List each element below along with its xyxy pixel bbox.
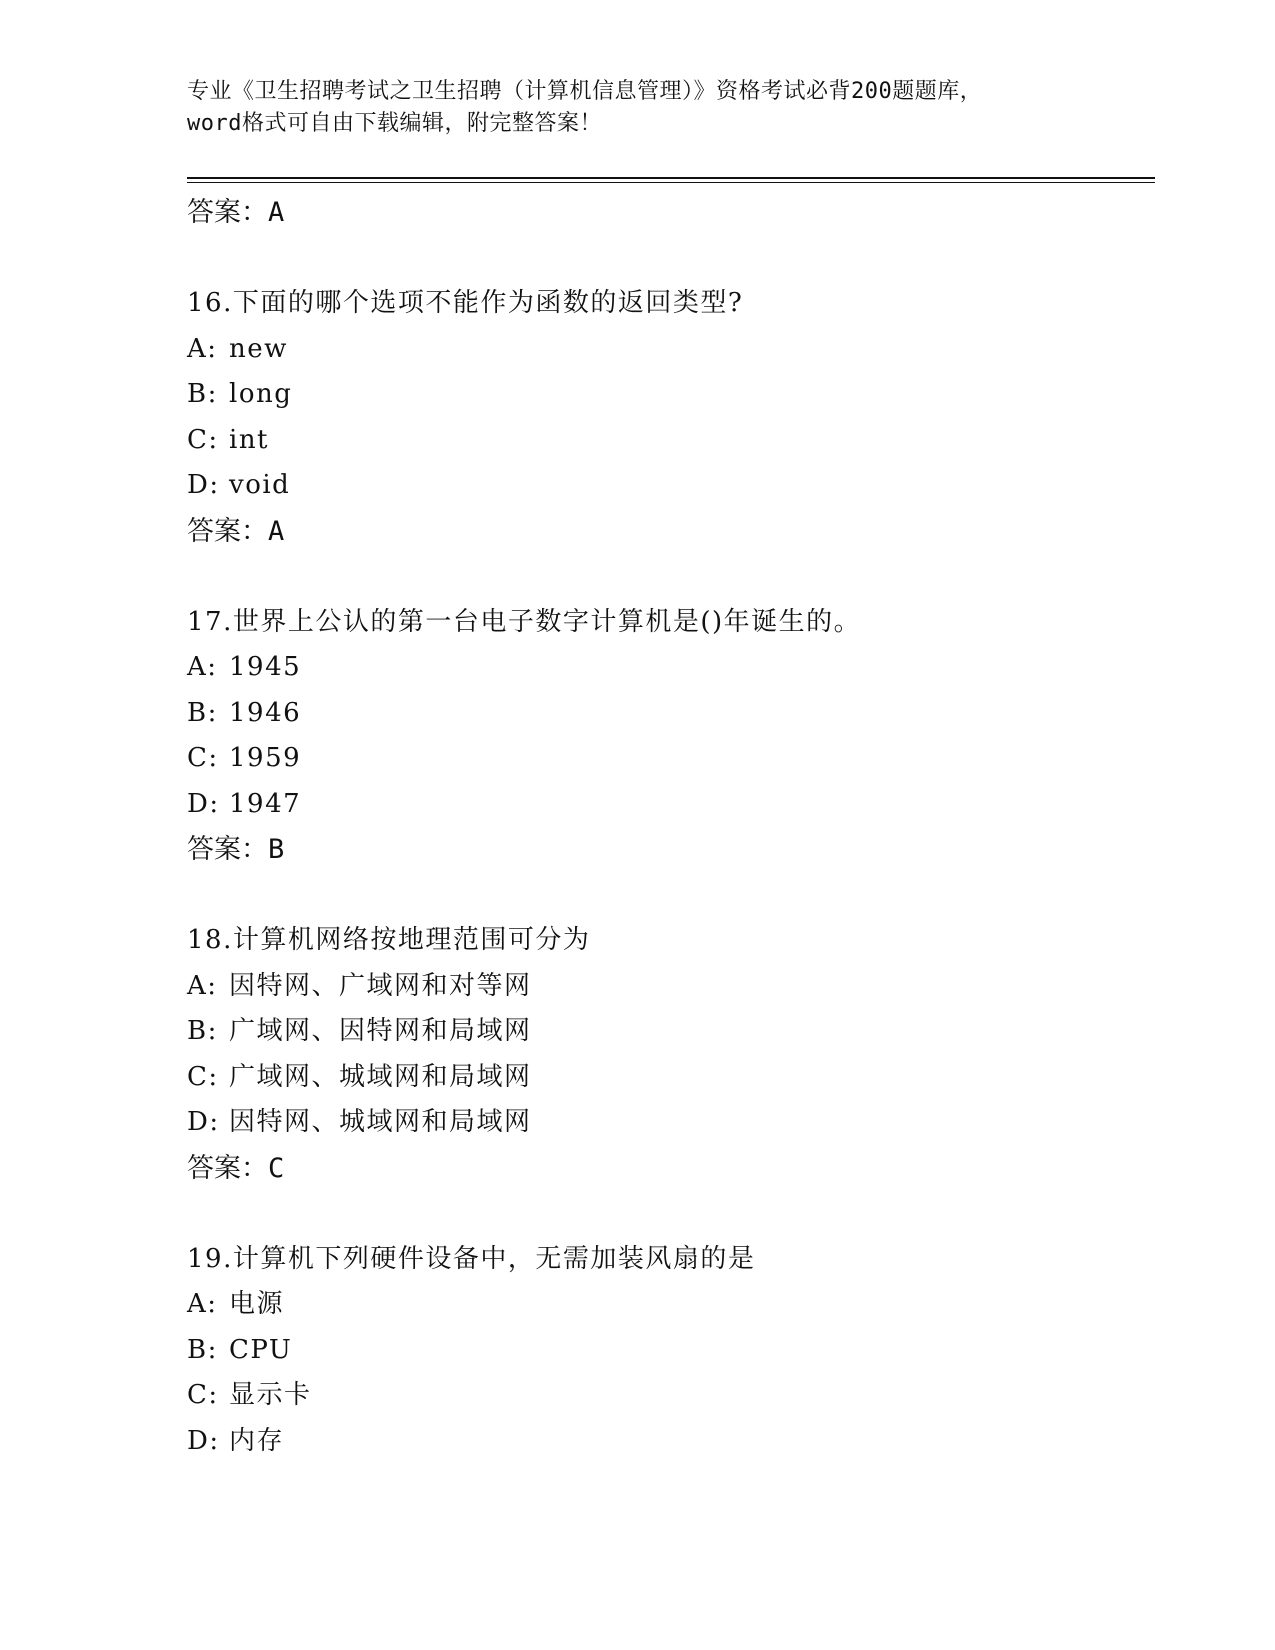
option-c bbox=[187, 1055, 1147, 1101]
answer-value: C bbox=[268, 1152, 285, 1184]
option-text: 广域网、城域网和局域网 bbox=[229, 1061, 532, 1092]
option-letter: D: bbox=[187, 470, 220, 500]
option-letter: C: bbox=[187, 1061, 219, 1092]
option-text: 1947 bbox=[229, 788, 302, 819]
document-header bbox=[187, 76, 1087, 140]
option-a bbox=[187, 1282, 1147, 1328]
option-b bbox=[187, 691, 1147, 737]
option-letter: D: bbox=[187, 1425, 220, 1456]
option-b bbox=[187, 372, 1147, 418]
option-text: new bbox=[229, 333, 288, 364]
option-letter: A: bbox=[187, 1289, 218, 1319]
option-text: void bbox=[229, 470, 291, 500]
answer-value: B bbox=[268, 834, 285, 865]
option-d bbox=[187, 1419, 1147, 1465]
question-block bbox=[187, 1237, 1147, 1465]
option-b bbox=[187, 1328, 1147, 1374]
question-block bbox=[187, 600, 1147, 873]
option-d bbox=[187, 463, 1147, 509]
answer-line bbox=[187, 509, 1147, 554]
option-letter: D: bbox=[187, 788, 220, 819]
option-letter: A: bbox=[187, 333, 218, 364]
question-text: 19.计算机下列硬件设备中，无需加装风扇的是 bbox=[187, 1243, 756, 1274]
answer-prefix: 答案： bbox=[187, 834, 268, 865]
option-text: 因特网、广域网和对等网 bbox=[229, 970, 532, 1001]
option-c bbox=[187, 736, 1147, 782]
option-d bbox=[187, 782, 1147, 828]
question-text: 16.下面的哪个选项不能作为函数的返回类型? bbox=[187, 288, 744, 318]
option-text: 显示卡 bbox=[229, 1380, 312, 1410]
question-block bbox=[187, 281, 1147, 554]
option-text: 内存 bbox=[229, 1425, 285, 1456]
option-text: 1945 bbox=[229, 652, 302, 682]
option-text: CPU bbox=[229, 1334, 293, 1365]
answer-line bbox=[187, 1146, 1147, 1191]
option-text: int bbox=[229, 424, 270, 455]
option-text: 广域网、因特网和局域网 bbox=[229, 1016, 532, 1046]
option-text: long bbox=[229, 379, 293, 409]
option-text: 因特网、城域网和局域网 bbox=[229, 1107, 532, 1137]
question-list bbox=[187, 190, 1147, 1464]
option-text: 1946 bbox=[229, 697, 302, 728]
option-d bbox=[187, 1100, 1147, 1146]
option-letter: A: bbox=[187, 652, 218, 682]
answer-prefix: 答案： bbox=[187, 515, 268, 547]
option-a bbox=[187, 645, 1147, 691]
option-letter: C: bbox=[187, 424, 219, 455]
question-text: 18.计算机网络按地理范围可分为 bbox=[187, 925, 591, 955]
answer-line bbox=[187, 190, 1147, 235]
option-c bbox=[187, 1373, 1147, 1419]
option-letter: A: bbox=[187, 970, 218, 1001]
question-text: 17.世界上公认的第一台电子数字计算机是()年诞生的。 bbox=[187, 606, 862, 637]
answer-prefix: 答案： bbox=[187, 197, 268, 228]
answer-value: A bbox=[268, 197, 285, 228]
option-letter: C: bbox=[187, 1380, 219, 1410]
answer-prefix: 答案： bbox=[187, 1152, 268, 1184]
header-divider-thin bbox=[187, 182, 1155, 183]
option-a bbox=[187, 964, 1147, 1010]
option-a bbox=[187, 327, 1147, 373]
option-c bbox=[187, 418, 1147, 464]
option-letter: B: bbox=[187, 379, 218, 409]
question-block bbox=[187, 918, 1147, 1191]
option-text: 1959 bbox=[229, 743, 302, 773]
option-letter: C: bbox=[187, 743, 219, 773]
answer-line bbox=[187, 827, 1147, 872]
option-b bbox=[187, 1009, 1147, 1055]
option-letter: B: bbox=[187, 1334, 218, 1365]
option-letter: B: bbox=[187, 1016, 218, 1046]
header-divider-thick bbox=[187, 177, 1155, 179]
option-text: 电源 bbox=[229, 1289, 285, 1319]
option-letter: D: bbox=[187, 1107, 220, 1137]
option-letter: B: bbox=[187, 697, 218, 728]
answer-value: A bbox=[268, 515, 285, 547]
header-line-2: word格式可自由下载编辑，附完整答案！ bbox=[187, 111, 602, 136]
header-line-1: 专业《卫生招聘考试之卫生招聘（计算机信息管理）》资格考试必背200题题库， bbox=[187, 79, 983, 104]
